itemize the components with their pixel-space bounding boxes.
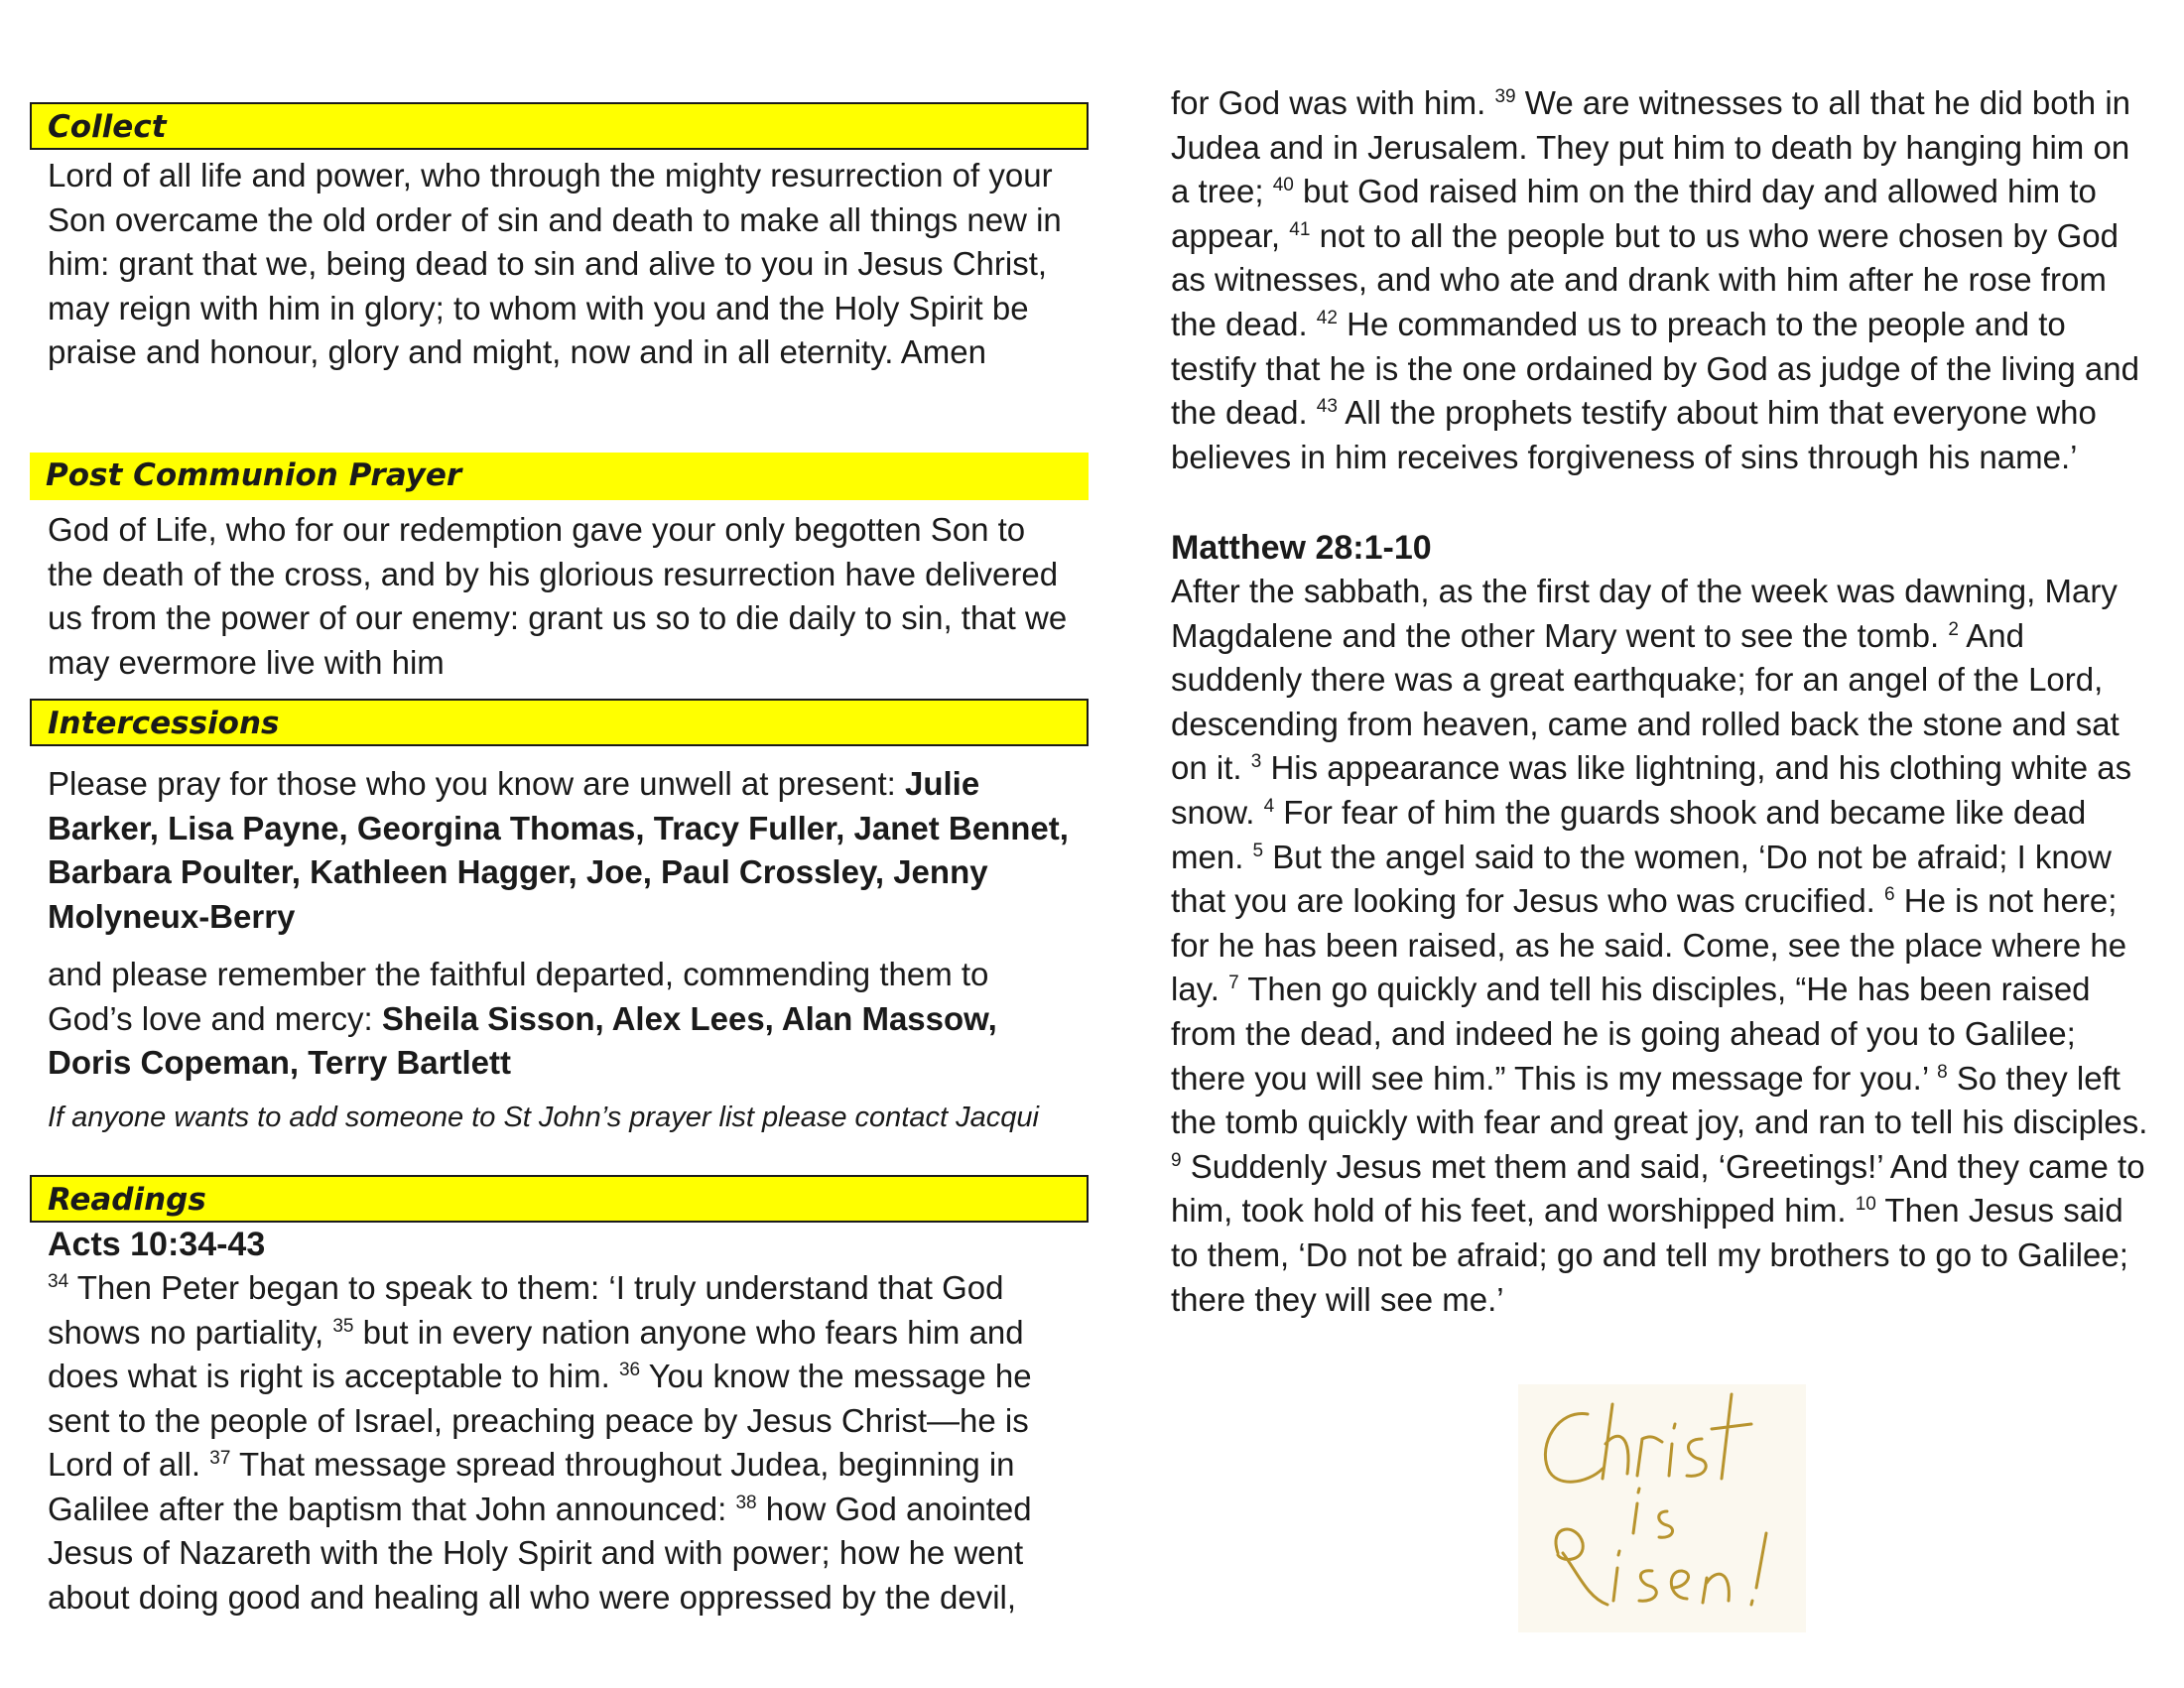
verse-number: 10 [1855,1194,1876,1216]
departed-names: Sheila Sisson, Alex Lees, Alan Massow, Doris Copeman, Terry Bartlett [48,999,997,1081]
verse-number: 41 [1289,218,1311,240]
prayer-list-note: If anyone wants to add someone to St John’s prayer list please contact Jacqui [48,1101,1039,1133]
post-communion-text: God of Life, who for our redemption gave your only begotten Son to the death of the cross, and by his glorious resurrection have delivered us from the power of our enemy: grant us so to die daily to sin, that we may evermore live with him [48,511,1068,681]
verse-number: 3 [1250,751,1262,773]
verse-text: He commanded us to preach to the people and to testify that he is the one ordained by God as judge of the living and the dead. [1171,305,2139,432]
verse-number: 8 [1937,1061,1948,1083]
departed-paragraph [48,953,1080,1086]
intercessions-section [30,699,1097,1139]
readings-section [30,1175,1097,1620]
verse-number: 34 [48,1271,69,1292]
matthew-lead: After the sabbath, as the first day of the week was dawning, Mary Magdalene and the other Mary went to see the tomb. [1171,573,2118,654]
verse-number: 4 [1263,795,1275,817]
verse-text: but God raised him on the third day and allowed him to appear, [1171,173,2097,254]
verse-text: He is not here; for he has been raised, as he said. Come, see the place where he lay. [1171,882,2127,1008]
verse-text: His appearance was like lightning, and his clothing white as snow. [1171,749,2132,831]
collect-text: Lord of all life and power, who through the mighty resurrection of your Son overcame the old order of sin and death to make all things new in him: grant that we, being dead to sin and alive to you in Jesus Christ, may reign with him in glory; to whom with you and the Holy Spirit be praise and honour, glory and might, now and in all eternity. Amen [48,157,1062,370]
unwell-paragraph [48,762,1080,939]
post-communion-section [30,453,1089,685]
acts-continued [1171,81,2153,479]
verse-text: Then Peter began to speak to them: ‘I truly understand that God shows no partiality, [48,1269,1004,1351]
departed-intro: and please remember the faithful departed, commending them to God’s love and mercy: [48,956,989,1037]
intercessions-header: Intercessions [30,699,1089,746]
verse-number: 39 [1494,86,1516,107]
unwell-names: Julie Barker, Lisa Payne, Georgina Thomas, Tracy Fuller, Janet Bennet, Barbara Poulter, Kathleen Hagger, Joe, Paul Crossley, Jenny Molyneux-Berry [48,765,1069,935]
verse-text: We are witnesses to all that he did both in Judea and in Jerusalem. They put him to death by hanging him on a tree; [1171,84,2131,210]
verse-text: All the prophets testify about him that everyone who believes in him receives forgiveness of sins through his name.’ [1171,394,2097,475]
verse-number: 36 [618,1360,641,1380]
verse-text: not to all the people but to us who were chosen by God as witnesses, and who ate and drank with him after he rose from the dead. [1171,216,2119,342]
verse-number: 43 [1316,396,1338,418]
verse-text: But the angel said to the women, ‘Do not be afraid; I know that you are looking for Jesus who was crucified. [1171,838,2112,920]
verse-text: So they left the tomb quickly with fear and great joy, and ran to tell his disciples. [1171,1059,2148,1141]
verse-number: 2 [1948,618,1959,640]
christ-is-risen-icon [1518,1384,1806,1632]
readings-header: Readings [30,1175,1089,1223]
matthew-section [1171,526,2153,1322]
verse-number: 42 [1316,307,1338,328]
acts-verses [48,1266,1080,1620]
verse-text: That message spread throughout Judea, beginning in Galilee after the baptism that John announced: [48,1446,1015,1527]
verse-number: 7 [1228,973,1239,994]
acts-continued-lead: for God was with him. [1171,84,1495,121]
acts-title: Acts 10:34-43 [48,1226,266,1263]
verse-text: Suddenly Jesus met them and said, ‘Greetings!’ And they came to him, took hold of his feet, and worshipped him. [1171,1147,2145,1230]
verse-number: 5 [1252,840,1264,861]
verse-text: You know the message he sent to the people of Israel, preaching peace by Jesus Christ—he is Lord of all. [48,1358,1032,1483]
verse-text: how God anointed Jesus of Nazareth with the Holy Spirit and with power; how he went about doing good and healing all who were oppressed by the devil, [48,1490,1032,1616]
verse-text: but in every nation anyone who fears him and does what is right is acceptable to him. [48,1313,1024,1394]
unwell-intro: Please pray for those who you know are unwell at present: [48,765,905,802]
verse-number: 38 [735,1492,757,1513]
post-communion-header: Post Communion Prayer [30,453,1089,500]
collect-section [30,102,1089,375]
verse-number: 6 [1884,884,1895,906]
verse-number: 37 [209,1448,231,1469]
collect-header: Collect [30,102,1089,150]
verse-number: 9 [1171,1149,1182,1171]
matthew-title: Matthew 28:1-10 [1171,529,1432,567]
matthew-verses [1171,570,2153,1322]
verse-text: For fear of him the guards shook and became like dead men. [1171,793,2087,875]
verse-number: 35 [332,1315,354,1337]
christ-is-risen-logo [1518,1384,1806,1632]
verse-number: 40 [1272,175,1294,196]
verse-text: And suddenly there was a great earthquake; for an angel of the Lord, descending from heaven, came and rolled back the stone and sat on it. [1171,616,2120,787]
verse-text: Then go quickly and tell his disciples, “He has been raised from the dead, and indeed he is going ahead of you to Galilee; there you will see him.” This is my message for you.’ [1171,971,2091,1097]
verse-text: Then Jesus said to them, ‘Do not be afraid; go and tell my brothers to go to Galilee; there they will see me.’ [1171,1192,2128,1318]
